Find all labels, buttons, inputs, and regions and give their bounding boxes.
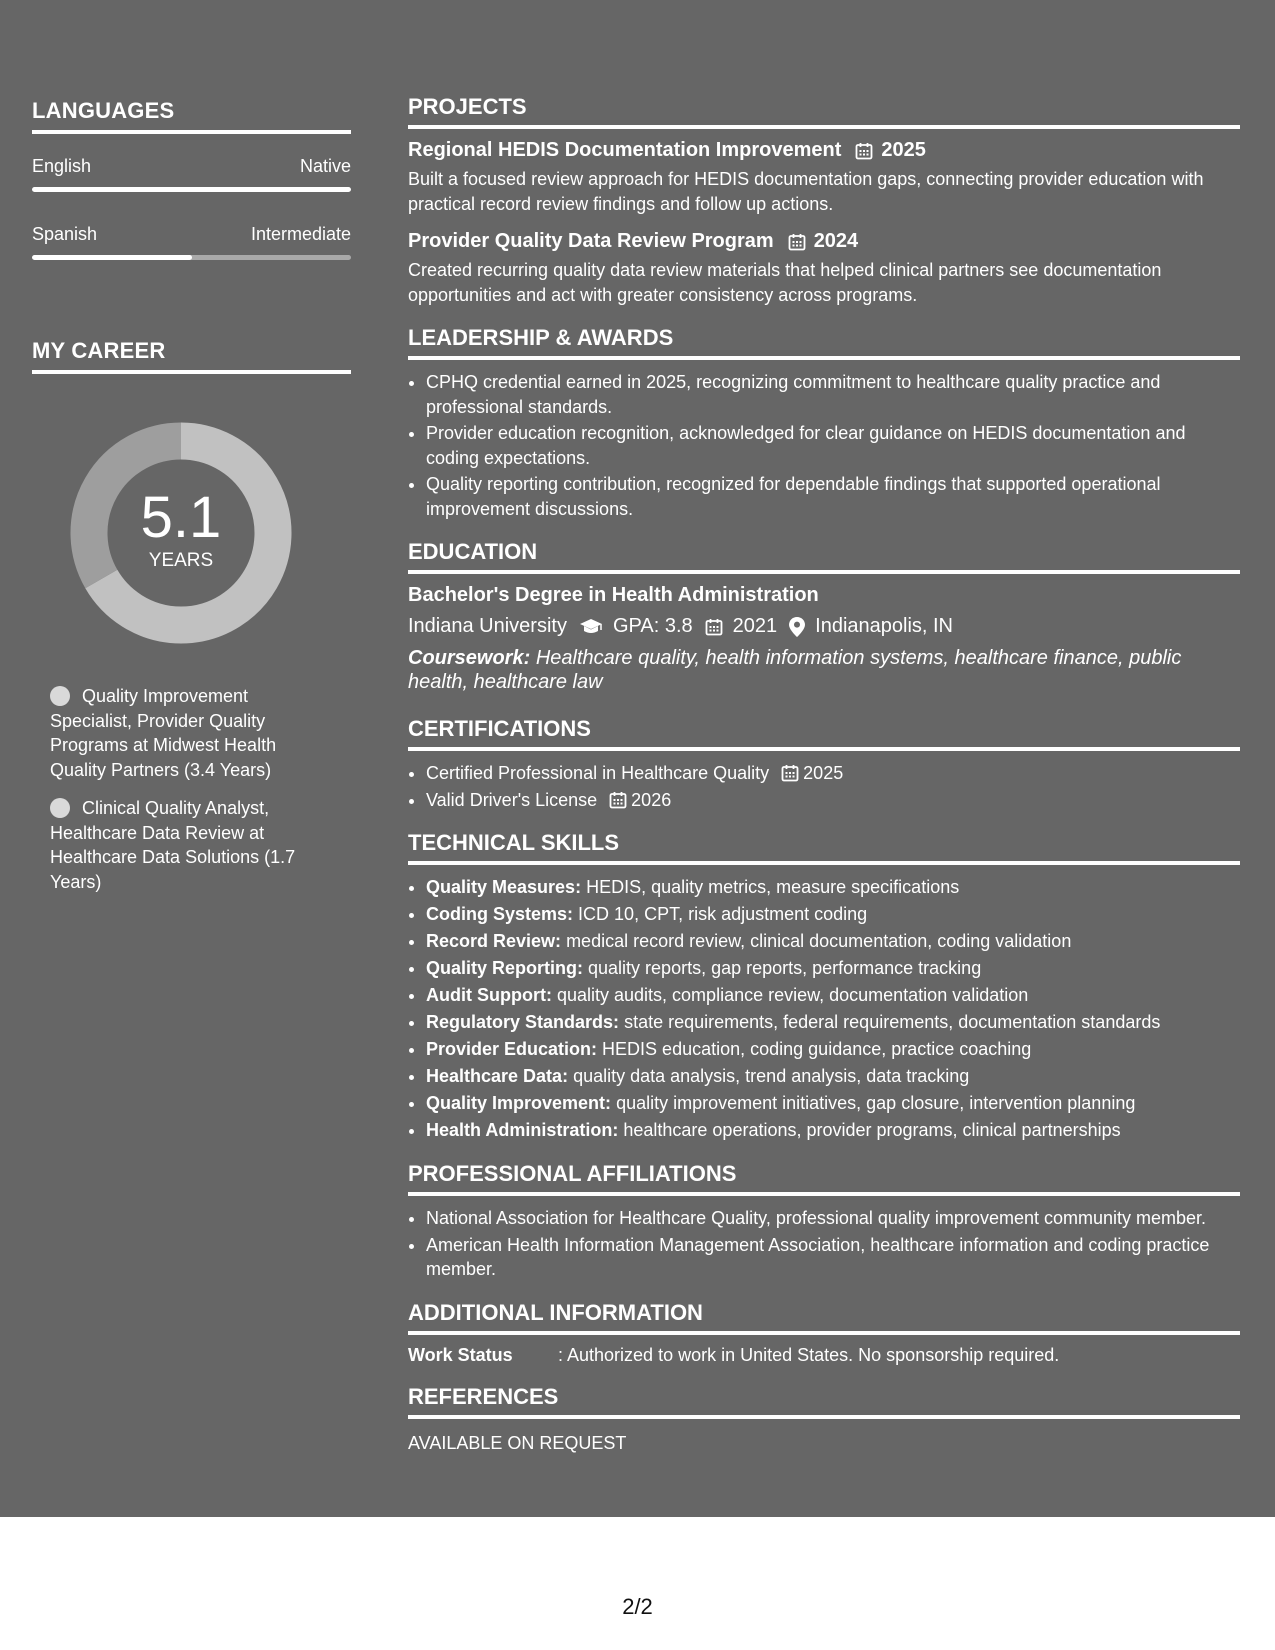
- legend-dot-icon: [50, 798, 70, 818]
- coursework-label: Coursework:: [408, 647, 531, 669]
- graduation-cap-icon: [579, 618, 603, 636]
- list-item: • Provider education recognition, acknowledged for clear guidance on HEDIS documentation and coding expectations.: [426, 421, 1240, 470]
- career-total-unit: YEARS: [148, 550, 214, 571]
- coursework-text: Healthcare quality, health information systems, healthcare finance, public health, healthcare law: [408, 647, 1182, 693]
- certifications-list: [408, 761, 1240, 812]
- career-donut-chart: [66, 418, 296, 648]
- map-pin-icon: [789, 617, 805, 637]
- skill-item: [426, 1010, 1240, 1035]
- skill-label: Regulatory Standards:: [426, 1012, 620, 1032]
- certification-year: 2026: [631, 789, 672, 810]
- project-description: Built a focused review approach for HEDIS documentation gaps, connecting provider education with practical record review findings and follow up actions.: [408, 169, 1204, 214]
- language-proficiency-bar: [32, 255, 351, 260]
- skill-value: HEDIS, quality metrics, measure specifications: [586, 877, 960, 897]
- work-status-row: [408, 1345, 1240, 1366]
- career-legend-item: [50, 796, 315, 894]
- skill-label: Quality Reporting:: [426, 958, 583, 978]
- language-level: Intermediate: [250, 224, 351, 244]
- career-title: MY CAREER: [32, 338, 351, 374]
- list-item: • National Association for Healthcare Quality, professional quality improvement community member.: [426, 1206, 1240, 1231]
- list-item: • Quality reporting contribution, recognized for dependable findings that supported operational improvement discussions.: [426, 472, 1240, 521]
- skills-title: TECHNICAL SKILLS: [408, 830, 1240, 865]
- additional-title: ADDITIONAL INFORMATION: [408, 1300, 1240, 1335]
- skill-value: quality reports, gap reports, performance tracking: [588, 958, 982, 978]
- page-number: 2/2: [622, 1594, 653, 1619]
- career-legend-item: [50, 684, 315, 782]
- references-title: REFERENCES: [408, 1384, 1240, 1419]
- calendar-icon: [855, 142, 873, 160]
- skill-item: [426, 983, 1240, 1008]
- work-status-label: Work Status: [408, 1344, 513, 1365]
- skill-item: [426, 956, 1240, 981]
- affiliations-title: PROFESSIONAL AFFILIATIONS: [408, 1161, 1240, 1196]
- career-legend-text: Quality Improvement Specialist, Provider Quality Programs at Midwest Health Quality Partners (3.4 Years): [50, 686, 277, 780]
- skill-value: HEDIS education, coding guidance, practice coaching: [602, 1039, 1032, 1059]
- skill-label: Provider Education:: [426, 1039, 598, 1059]
- education-title: EDUCATION: [408, 539, 1240, 574]
- skill-value: healthcare operations, provider programs, clinical partnerships: [623, 1120, 1121, 1140]
- work-status-value: : Authorized to work in United States. No sponsorship required.: [558, 1344, 1060, 1365]
- projects-title: PROJECTS: [408, 94, 1240, 129]
- skill-label: Audit Support:: [426, 985, 552, 1005]
- leadership-list: [408, 370, 1240, 521]
- legend-dot-icon: [50, 686, 70, 706]
- skill-value: quality improvement initiatives, gap closure, intervention planning: [616, 1093, 1136, 1113]
- calendar-icon: [705, 618, 723, 636]
- project-item: [408, 230, 1240, 307]
- leadership-title: LEADERSHIP & AWARDS: [408, 325, 1240, 360]
- education-details: [408, 615, 1240, 638]
- certification-name: • Valid Driver's License: [426, 789, 598, 810]
- skill-value: medical record review, clinical documentation, coding validation: [566, 931, 1072, 951]
- skill-item: [426, 1118, 1240, 1143]
- project-description: Created recurring quality data review materials that helped clinical partners see documentation opportunities and act with greater consistency across programs.: [408, 260, 1162, 305]
- skills-list: [408, 875, 1240, 1143]
- certification-name: • Certified Professional in Healthcare Quality: [426, 763, 770, 783]
- skill-label: Quality Measures:: [426, 877, 582, 897]
- skill-label: Health Administration:: [426, 1120, 619, 1140]
- languages-title: LANGUAGES: [32, 98, 351, 134]
- career-legend-text: Clinical Quality Analyst, Healthcare Data Review at Healthcare Data Solutions (1.7 Years): [50, 798, 296, 892]
- project-item: [408, 139, 1240, 216]
- project-year: 2024: [813, 230, 859, 252]
- references-text: AVAILABLE ON REQUEST: [408, 1432, 627, 1453]
- right-column: [408, 94, 1240, 1454]
- language-item: [32, 156, 351, 192]
- career-total-value: 5.1: [140, 485, 222, 550]
- language-name: English: [32, 156, 92, 176]
- calendar-icon: [609, 791, 627, 809]
- certifications-title: CERTIFICATIONS: [408, 716, 1240, 751]
- language-level: Native: [299, 156, 351, 176]
- skill-label: Healthcare Data:: [426, 1066, 569, 1086]
- list-item: [426, 761, 1240, 786]
- skill-label: Record Review:: [426, 931, 562, 951]
- skill-item: [426, 875, 1240, 900]
- language-proficiency-fill: [32, 255, 192, 260]
- list-item: • American Health Information Management Association, healthcare information and coding practice member.: [426, 1233, 1240, 1282]
- skill-item: [426, 902, 1240, 927]
- project-name: Provider Quality Data Review Program: [408, 230, 774, 252]
- calendar-icon: [781, 764, 799, 782]
- list-item: • CPHQ credential earned in 2025, recognizing commitment to healthcare quality practice and professional standards.: [426, 370, 1240, 419]
- affiliations-list: [408, 1206, 1240, 1282]
- skill-item: [426, 1064, 1240, 1089]
- education-degree: Bachelor's Degree in Health Administration: [408, 584, 819, 606]
- skill-item: [426, 1091, 1240, 1116]
- skill-value: quality data analysis, trend analysis, data tracking: [573, 1066, 970, 1086]
- education-school: Indiana University: [408, 615, 567, 637]
- list-item: [426, 788, 1240, 813]
- language-proficiency-bar: [32, 187, 351, 192]
- skill-label: Coding Systems:: [426, 904, 574, 924]
- left-column: [32, 98, 351, 908]
- education-year: 2021: [732, 615, 778, 637]
- skill-item: [426, 1037, 1240, 1062]
- calendar-icon: [788, 233, 806, 251]
- language-item: [32, 224, 351, 260]
- education-gpa: GPA: 3.8: [612, 615, 693, 637]
- education-location: Indianapolis, IN: [815, 615, 954, 637]
- skill-value: state requirements, federal requirements, documentation standards: [624, 1012, 1161, 1032]
- project-name: Regional HEDIS Documentation Improvement: [408, 139, 842, 161]
- education-coursework: [408, 646, 1240, 694]
- skill-value: quality audits, compliance review, documentation validation: [556, 985, 1029, 1005]
- language-name: Spanish: [32, 224, 98, 244]
- career-legend: [50, 684, 315, 894]
- skill-value: ICD 10, CPT, risk adjustment coding: [578, 904, 868, 924]
- skill-label: Quality Improvement:: [426, 1093, 612, 1113]
- language-proficiency-fill: [32, 187, 351, 192]
- project-year: 2025: [881, 139, 926, 161]
- certification-year: 2025: [803, 763, 844, 783]
- skill-item: [426, 929, 1240, 954]
